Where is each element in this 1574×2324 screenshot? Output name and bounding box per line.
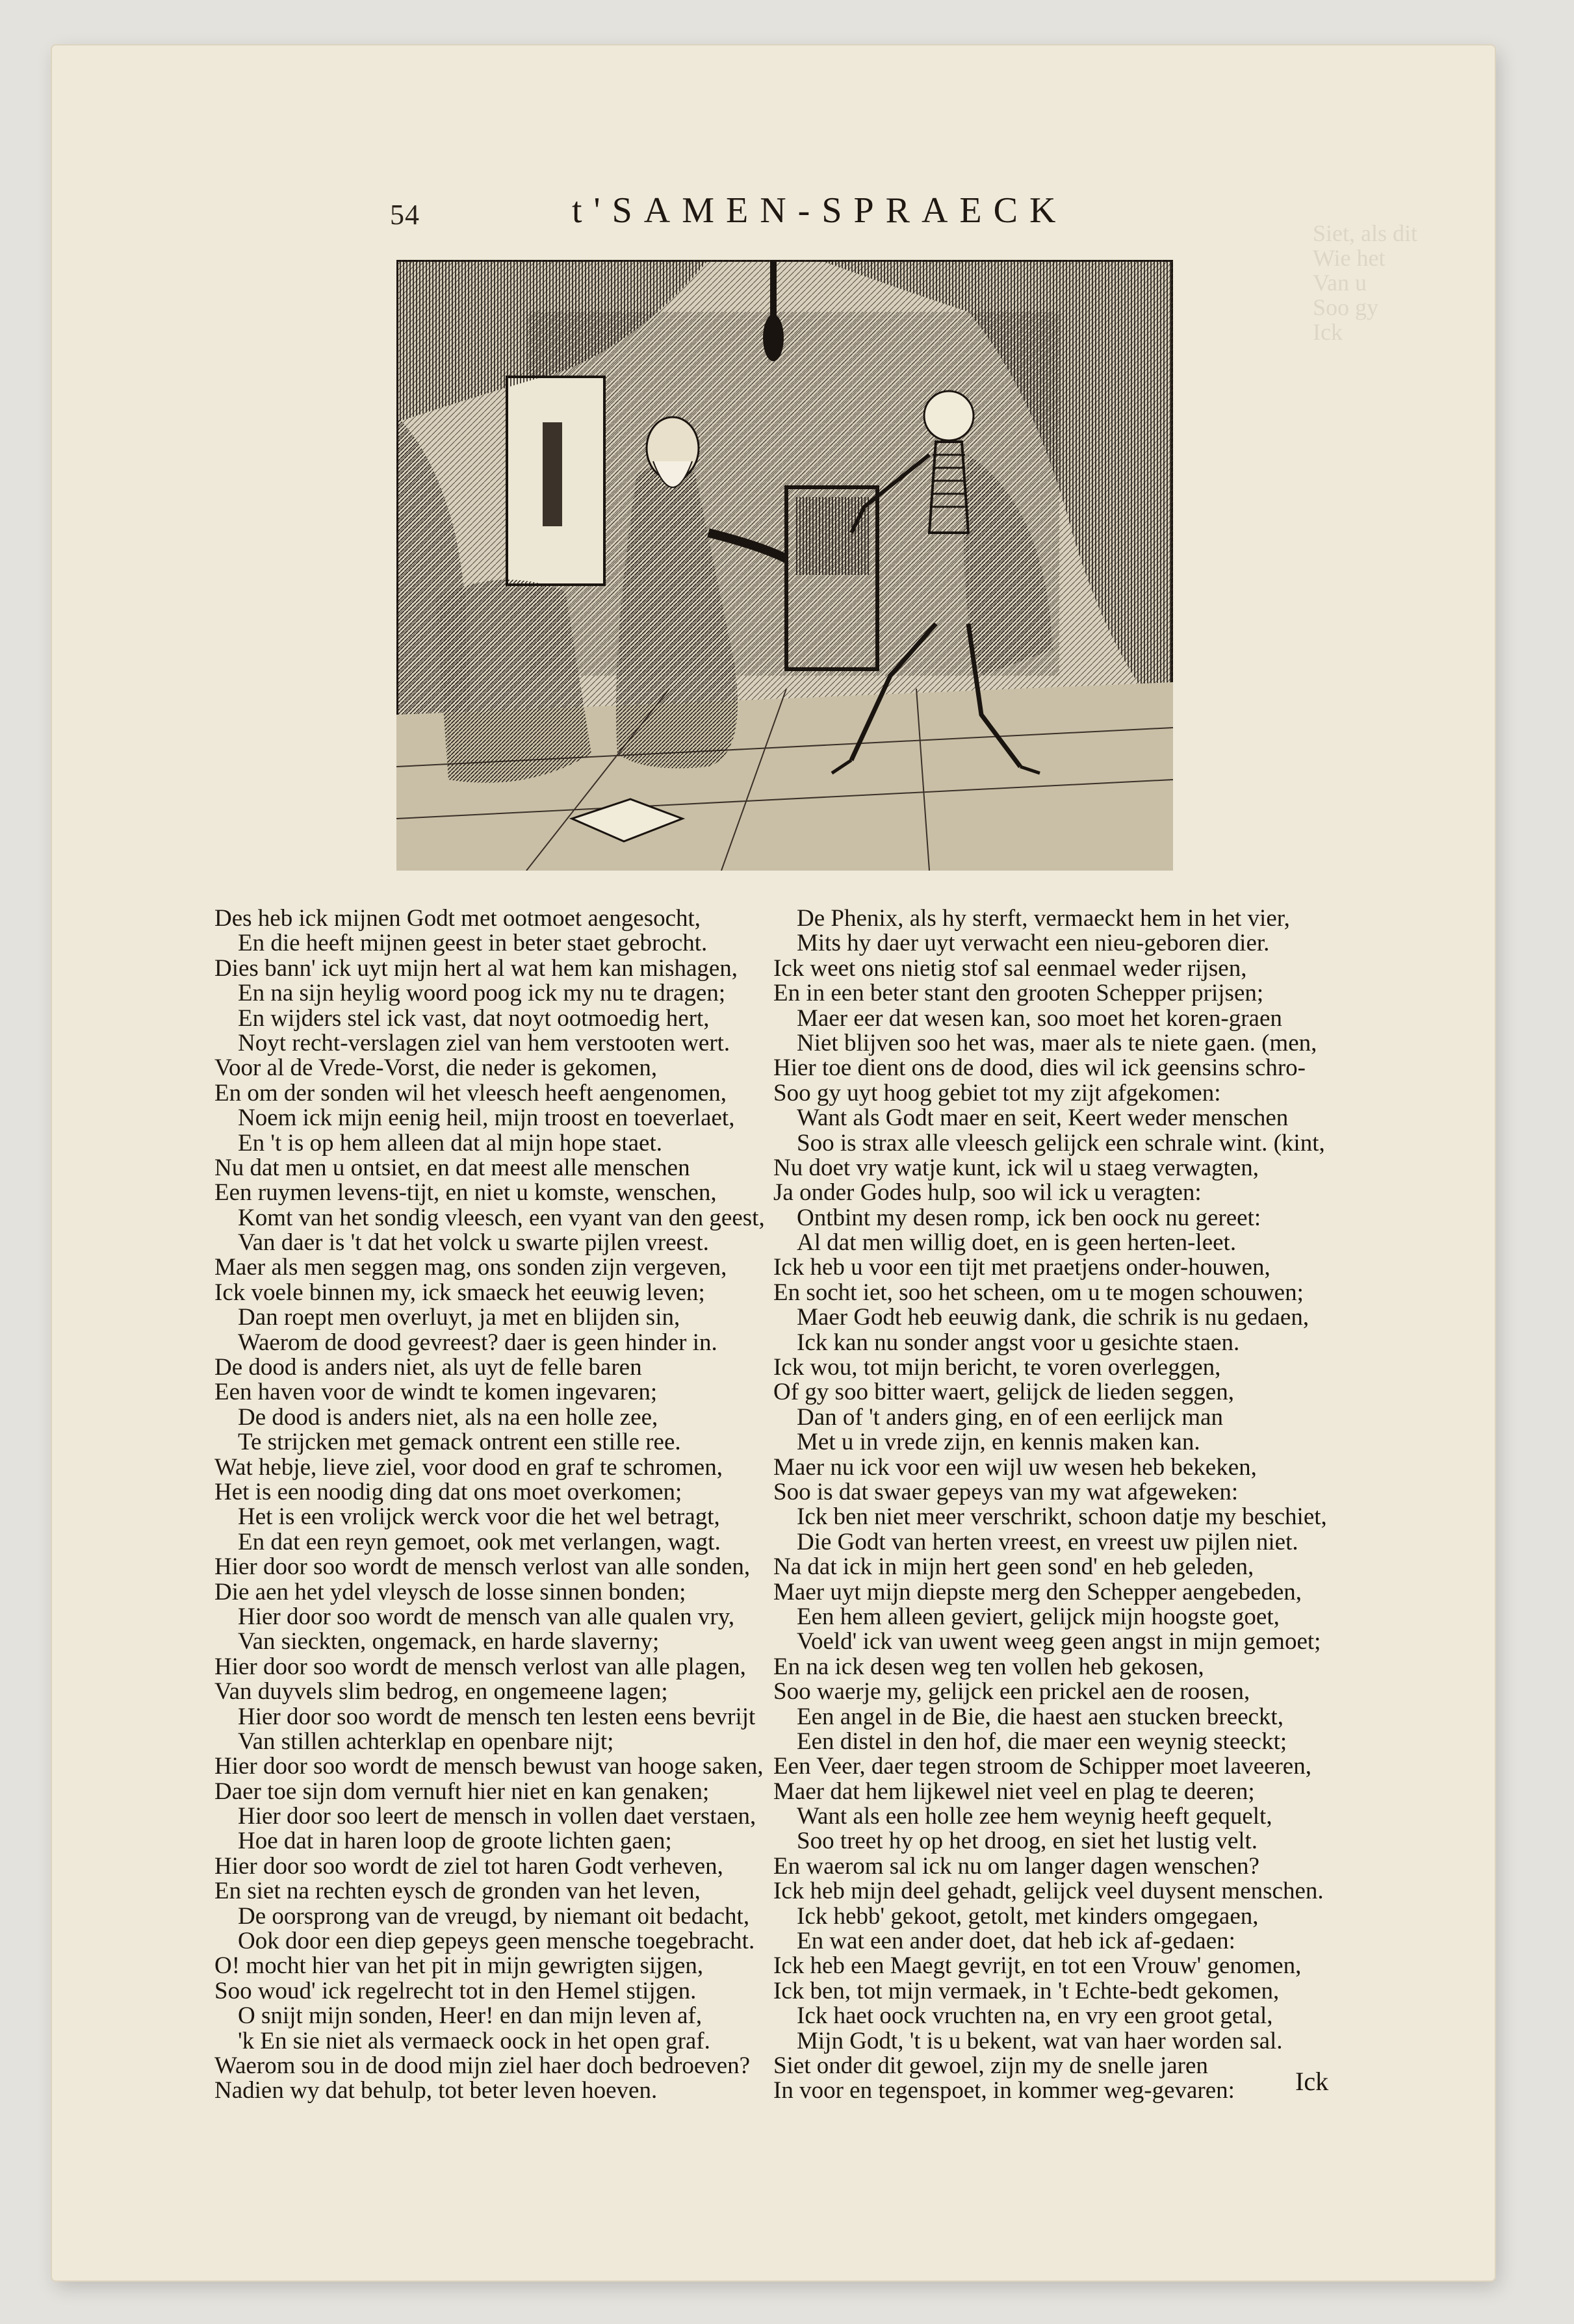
verse-line: Hier door soo wordt de mensch ten lesten eens bevrijt bbox=[238, 1703, 756, 1730]
catchword: Ick bbox=[1295, 2067, 1329, 2096]
verse-line: En om der sonden wil het vleesch heeft aengenomen, bbox=[214, 1079, 727, 1106]
verse-line: Hier door soo wordt de mensch van alle qualen vry, bbox=[238, 1603, 735, 1630]
verse-line: Soo treet hy op het droog, en siet het lustig velt. bbox=[797, 1828, 1258, 1855]
verse-line: Hoe dat in haren loop de groote lichten gaen; bbox=[238, 1828, 672, 1855]
verse-line: In voor en tegenspoet, in kommer weg-gevaren: bbox=[773, 2077, 1235, 2104]
tower-icon bbox=[543, 422, 562, 526]
verse-line: Een hem alleen geviert, gelijck mijn hoogste goet, bbox=[797, 1603, 1280, 1630]
verse-line: Ick weet ons nietig stof sal eenmael weder rijsen, bbox=[773, 954, 1247, 982]
verse-line: Noyt recht-verslagen ziel van hem verstooten wert. bbox=[238, 1029, 730, 1056]
verse-line: Soo gy uyt hoog gebiet tot my zijt afgekomen: bbox=[773, 1079, 1221, 1106]
verse-line: En waerom sal ick nu om langer dagen wenschen? bbox=[773, 1852, 1259, 1880]
verse-line: En 't is op hem alleen dat al mijn hope staet. bbox=[238, 1129, 662, 1156]
verse-line: Van sieckten, ongemack, en harde slaverny; bbox=[238, 1628, 660, 1655]
draped-table bbox=[435, 580, 591, 783]
verse-line: En socht iet, soo het scheen, om u te mogen schouwen; bbox=[773, 1279, 1304, 1306]
verse-line: En wat een ander doet, dat heb ick af-gedaen: bbox=[797, 1928, 1235, 1955]
verse-line: Met u in vrede zijn, en kennis maken kan. bbox=[797, 1429, 1200, 1456]
verse-line: De dood is anders niet, als na een holle zee, bbox=[238, 1403, 658, 1431]
verse-line: Nadien wy dat behulp, tot beter leven hoeven. bbox=[214, 2077, 658, 2104]
verse-line: Nu dat men u ontsiet, en dat meest alle menschen bbox=[214, 1154, 690, 1181]
verse-line: Die aen het ydel vleysch de losse sinnen bonden; bbox=[214, 1578, 686, 1605]
verse-line: Waerom de dood gevreest? daer is geen hinder in. bbox=[238, 1329, 717, 1356]
verse-line: Ick ben niet meer verschrikt, schoon datje my beschiet, bbox=[797, 1503, 1327, 1531]
verse-line: Een Veer, daer tegen stroom de Schipper moet laveeren, bbox=[773, 1753, 1311, 1780]
verse-line: De dood is anders niet, als uyt de felle baren bbox=[214, 1354, 642, 1381]
verse-line: Soo is dat swaer gepeys van my wat afgeweken: bbox=[773, 1478, 1239, 1505]
verse-line: Dies bann' ick uyt mijn hert al wat hem kan mishagen, bbox=[214, 954, 738, 982]
verse-line: Dan roept men overluyt, ja met en blijden sin, bbox=[238, 1304, 680, 1331]
verse-line: Soo is strax alle vleesch gelijck een schrale wint. (kint, bbox=[797, 1129, 1325, 1156]
verse-line: En na ick desen weg ten vollen heb gekosen, bbox=[773, 1653, 1204, 1680]
verse-line: Ick wou, tot mijn bericht, te voren overleggen, bbox=[773, 1354, 1221, 1381]
verse-line: Hier door soo wordt de mensch verlost van alle sonden, bbox=[214, 1553, 751, 1581]
verse-line: Nu doet vry watje kunt, ick wil u staeg verwagten, bbox=[773, 1154, 1259, 1181]
right-text-column bbox=[773, 906, 1358, 2104]
verse-line: Want als een holle zee hem weynig heeft gequelt, bbox=[797, 1803, 1272, 1830]
verse-line: Ick haet oock vruchten na, en vry een groot getal, bbox=[797, 2002, 1273, 2030]
verse-line: Maer nu ick voor een wijl uw wesen heb bekeken, bbox=[773, 1453, 1257, 1481]
tassel-icon bbox=[763, 314, 784, 361]
verse-line: Niet blijven soo het was, maer als te niete gaen. (men, bbox=[797, 1029, 1317, 1056]
verse-line: Ontbint my desen romp, ick ben oock nu gereet: bbox=[797, 1204, 1261, 1231]
verse-line: Al dat men willig doet, en is geen herten-leet. bbox=[797, 1229, 1237, 1257]
verse-line: Noem ick mijn eenig heil, mijn troost en toeverlaet, bbox=[238, 1105, 735, 1132]
skull-icon bbox=[924, 391, 974, 441]
verse-line: Een ruymen levens-tijt, en niet u komste, wenschen, bbox=[214, 1179, 717, 1207]
verse-line: Voeld' ick van uwent weeg geen angst in mijn gemoet; bbox=[797, 1628, 1321, 1655]
verse-line: En na sijn heylig woord poog ick my nu te dragen; bbox=[238, 980, 726, 1007]
verse-line: Soo waerje my, gelijck een prickel aen de roosen, bbox=[773, 1678, 1250, 1705]
verse-line: Want als Godt maer en seit, Keert weder menschen bbox=[797, 1105, 1289, 1132]
verse-line: Ick heb u voor een tijt met praetjens onder-houwen, bbox=[773, 1254, 1271, 1281]
verse-line: Hier door soo wordt de ziel tot haren Godt verheven, bbox=[214, 1852, 723, 1880]
verse-line: Ja onder Godes hulp, soo wil ick u veragten: bbox=[773, 1179, 1202, 1207]
verse-line: En dat een reyn gemoet, ook met verlangen, wagt. bbox=[238, 1528, 721, 1555]
verse-line: Maer eer dat wesen kan, soo moet het koren-graen bbox=[797, 1004, 1282, 1032]
verse-line: Een distel in den hof, die maer een weynig steeckt; bbox=[797, 1728, 1287, 1755]
verse-line: Dan of 't anders ging, en of een eerlijck man bbox=[797, 1403, 1223, 1431]
verse-line: En in een beter stant den grooten Schepper prijsen; bbox=[773, 980, 1264, 1007]
verse-line: Waerom sou in de dood mijn ziel haer doch bedroeven? bbox=[214, 2052, 751, 2079]
verse-line: Siet onder dit gewoel, zijn my de snelle jaren bbox=[773, 2052, 1208, 2079]
verse-line: Of gy soo bitter waert, gelijck de lieden seggen, bbox=[773, 1379, 1234, 1406]
verse-line: Maer als men seggen mag, ons sonden zijn vergeven, bbox=[214, 1254, 727, 1281]
verse-line: Van duyvels slim bedrog, en ongemeene lagen; bbox=[214, 1678, 668, 1705]
verse-line: De Phenix, als hy sterft, vermaeckt hem in het vier, bbox=[797, 905, 1290, 932]
verse-line: Soo woud' ick regelrecht tot in den Hemel stijgen. bbox=[214, 1977, 697, 2004]
verse-line: Ick kan nu sonder angst voor u gesichte staen. bbox=[797, 1329, 1240, 1356]
verse-line: Hier door soo wordt de mensch bewust van hooge saken, bbox=[214, 1753, 764, 1780]
verse-line: Maer uyt mijn diepste merg den Schepper aengebeden, bbox=[773, 1578, 1302, 1605]
verse-line: Daer toe sijn dom vernuft hier niet en kan genaken; bbox=[214, 1778, 710, 1805]
verse-line: Des heb ick mijnen Godt met ootmoet aengesocht, bbox=[214, 905, 701, 932]
verse-line: Wat hebje, lieve ziel, voor dood en graf te schromen, bbox=[214, 1453, 723, 1481]
verse-line: Komt van het sondig vleesch, een vyant van den geest, bbox=[238, 1204, 765, 1231]
verse-line: O snijt mijn sonden, Heer! en dan mijn leven af, bbox=[238, 2002, 703, 2030]
verse-line: Ook door een diep gepeys geen mensche toegebracht. bbox=[238, 1928, 755, 1955]
verse-line: Hier door soo wordt de mensch verlost van alle plagen, bbox=[214, 1653, 746, 1680]
verse-line: Het is een noodig ding dat ons moet overkomen; bbox=[214, 1478, 682, 1505]
left-text-column bbox=[214, 906, 780, 2104]
verse-line: Voor al de Vrede-Vorst, die neder is gekomen, bbox=[214, 1054, 658, 1082]
verse-line: 'k En sie niet als vermaeck oock in het open graf. bbox=[238, 2027, 710, 2054]
verse-line: Mits hy daer uyt verwacht een nieu-geboren dier. bbox=[797, 930, 1270, 957]
verse-line: Een haven voor de windt te komen ingevaren; bbox=[214, 1379, 658, 1406]
verse-line: Maer dat hem lijkewel niet veel en plag te deeren; bbox=[773, 1778, 1255, 1805]
verse-line: Na dat ick in mijn hert geen sond' en heb geleden, bbox=[773, 1553, 1254, 1581]
verse-line: En die heeft mijnen geest in beter staet gebrocht. bbox=[238, 930, 708, 957]
verse-line: En siet na rechten eysch de gronden van het leven, bbox=[214, 1878, 701, 1905]
verse-line: Ick voele binnen my, ick smaeck het eeuwig leven; bbox=[214, 1279, 705, 1306]
verse-line: Van daer is 't dat het volck u swarte pijlen vreest. bbox=[238, 1229, 709, 1257]
verse-line: Mijn Godt, 't is u bekent, wat van haer worden sal. bbox=[797, 2027, 1283, 2054]
verse-line: Van stillen achterklap en openbare nijt; bbox=[238, 1728, 614, 1755]
verse-line: Hier toe dient ons de dood, dies wil ick geensins schro- bbox=[773, 1054, 1306, 1082]
verse-line: Ick hebb' gekoot, getolt, met kinders omgegaen, bbox=[797, 1902, 1259, 1930]
verse-line: Te strijcken met gemack ontrent een stille ree. bbox=[238, 1429, 681, 1456]
verse-line: Het is een vrolijck werck voor die het wel betragt, bbox=[238, 1503, 720, 1531]
verse-line: Die Godt van herten vreest, en vreest uw pijlen niet. bbox=[797, 1528, 1298, 1555]
verse-line: Ick heb mijn deel gehadt, gelijck veel duysent menschen. bbox=[773, 1878, 1324, 1905]
bleed-through-text: Siet, als dit Wie het Van u Soo gy Ick bbox=[1313, 221, 1417, 344]
page-number: 54 bbox=[390, 199, 420, 231]
verse-line: Maer Godt heb eeuwig dank, die schrik is nu gedaen, bbox=[797, 1304, 1310, 1331]
verse-line: Een angel in de Bie, die haest aen stucken breeckt, bbox=[797, 1703, 1284, 1730]
verse-line: Ick heb een Maegt gevrijt, en tot een Vrouw' genomen, bbox=[773, 1952, 1302, 1980]
verse-line: En wijders stel ick vast, dat noyt ootmoedig hert, bbox=[238, 1004, 710, 1032]
verse-line: Ick ben, tot mijn vermaek, in 't Echte-bedt gekomen, bbox=[773, 1977, 1280, 2004]
verse-line: O! mocht hier van het pit in mijn gewrigten sijgen, bbox=[214, 1952, 704, 1980]
engraving-illustration bbox=[396, 260, 1173, 871]
verse-line: De oorsprong van de vreugd, by niemant oit bedacht, bbox=[238, 1902, 750, 1930]
running-title: t'SAMEN-SPRAECK bbox=[572, 190, 1068, 231]
verse-line: Hier door soo leert de mensch in vollen daet verstaen, bbox=[238, 1803, 756, 1830]
